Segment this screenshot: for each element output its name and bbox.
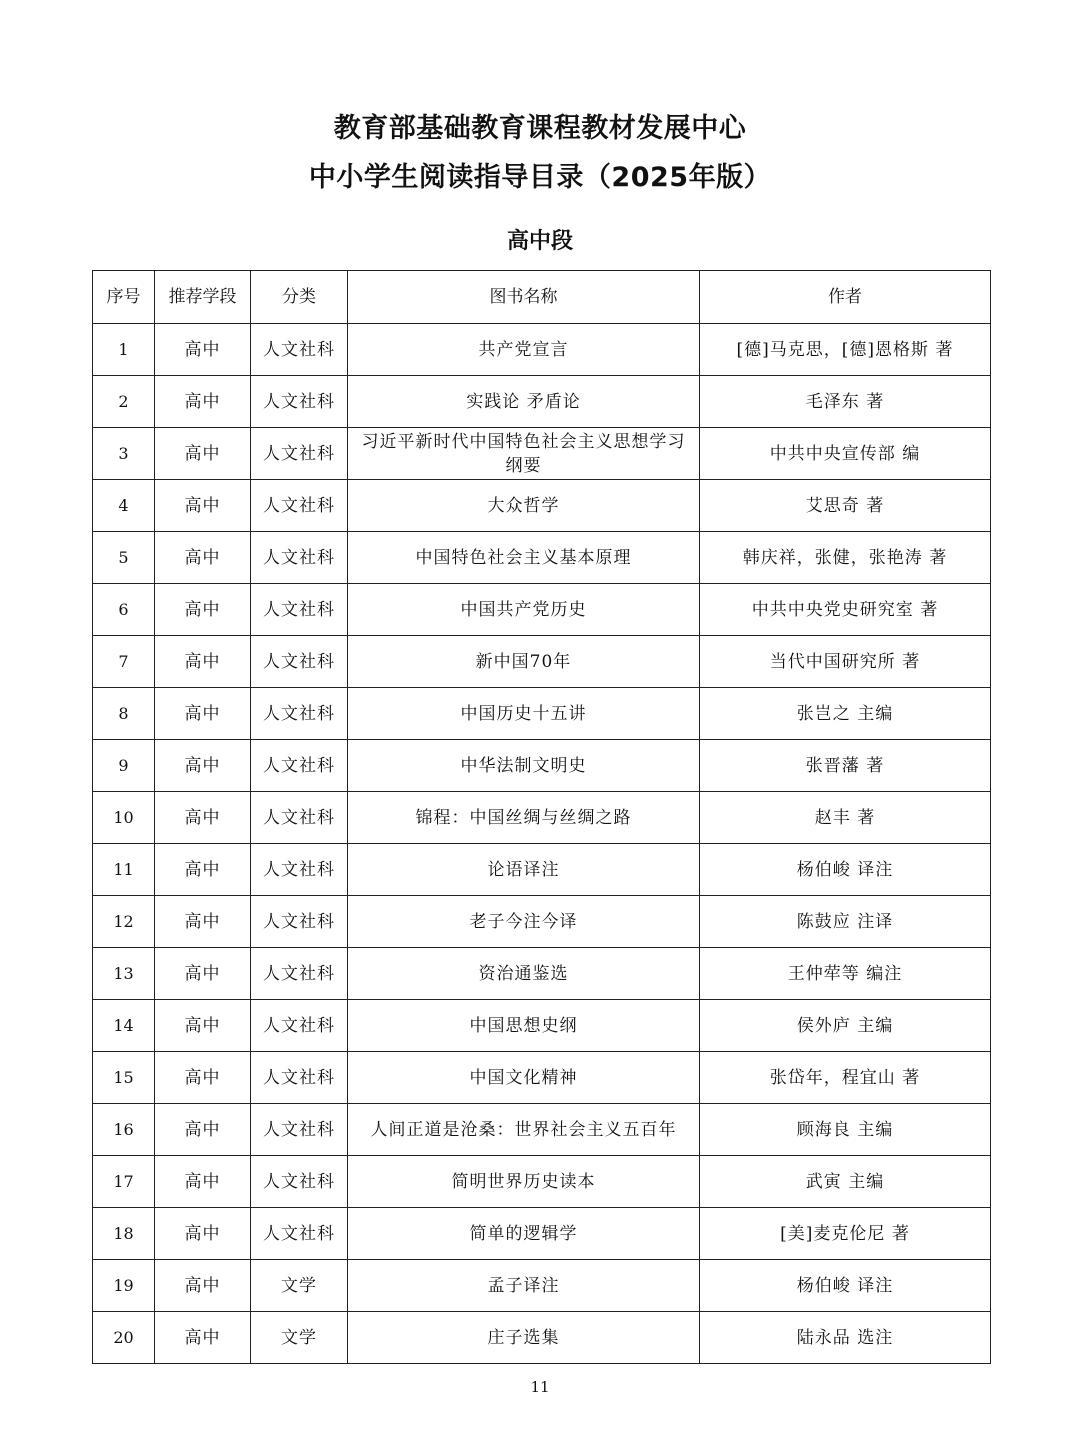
table-row xyxy=(93,688,991,740)
cell-author: 中共中央党史研究室 著 xyxy=(700,584,991,636)
cell-category: 人文社科 xyxy=(251,948,348,1000)
cell-category: 人文社科 xyxy=(251,636,348,688)
cell-index: 19 xyxy=(93,1260,155,1312)
cell-grade: 高中 xyxy=(155,792,251,844)
table-row xyxy=(93,1052,991,1104)
cell-book-title: 孟子译注 xyxy=(348,1260,700,1312)
cell-book-title: 实践论 矛盾论 xyxy=(348,376,700,428)
header-category: 分类 xyxy=(251,271,348,324)
cell-grade: 高中 xyxy=(155,1208,251,1260)
cell-author: 顾海良 主编 xyxy=(700,1104,991,1156)
cell-category: 文学 xyxy=(251,1312,348,1364)
cell-book-title: 共产党宣言 xyxy=(348,324,700,376)
table-row xyxy=(93,896,991,948)
cell-grade: 高中 xyxy=(155,480,251,532)
cell-grade: 高中 xyxy=(155,1156,251,1208)
table-row xyxy=(93,1312,991,1364)
cell-index: 14 xyxy=(93,1000,155,1052)
cell-index: 4 xyxy=(93,480,155,532)
header-author: 作者 xyxy=(700,271,991,324)
cell-category: 人文社科 xyxy=(251,480,348,532)
cell-grade: 高中 xyxy=(155,896,251,948)
cell-index: 7 xyxy=(93,636,155,688)
cell-book-title: 论语译注 xyxy=(348,844,700,896)
cell-index: 17 xyxy=(93,1156,155,1208)
cell-book-title: 中国特色社会主义基本原理 xyxy=(348,532,700,584)
cell-index: 10 xyxy=(93,792,155,844)
cell-category: 人文社科 xyxy=(251,1104,348,1156)
cell-author: 赵丰 著 xyxy=(700,792,991,844)
cell-grade: 高中 xyxy=(155,1260,251,1312)
table-row xyxy=(93,1104,991,1156)
book-list-table xyxy=(92,270,991,1364)
cell-index: 9 xyxy=(93,740,155,792)
cell-book-title: 简单的逻辑学 xyxy=(348,1208,700,1260)
table-row xyxy=(93,376,991,428)
cell-grade: 高中 xyxy=(155,740,251,792)
cell-author: 陆永品 选注 xyxy=(700,1312,991,1364)
cell-index: 15 xyxy=(93,1052,155,1104)
cell-book-title: 大众哲学 xyxy=(348,480,700,532)
cell-grade: 高中 xyxy=(155,636,251,688)
table-row xyxy=(93,844,991,896)
cell-grade: 高中 xyxy=(155,376,251,428)
cell-category: 人文社科 xyxy=(251,896,348,948)
cell-index: 18 xyxy=(93,1208,155,1260)
cell-author: 张岱年，程宜山 著 xyxy=(700,1052,991,1104)
table-row xyxy=(93,1156,991,1208)
cell-book-title: 资治通鉴选 xyxy=(348,948,700,1000)
document-subtitle: 中小学生阅读指导目录（2025年版） xyxy=(308,162,772,193)
cell-grade: 高中 xyxy=(155,1000,251,1052)
table-row xyxy=(93,324,991,376)
cell-grade: 高中 xyxy=(155,584,251,636)
document-title: 教育部基础教育课程教材发展中心 xyxy=(333,113,747,144)
cell-author: 中共中央宣传部 编 xyxy=(700,428,991,480)
cell-category: 人文社科 xyxy=(251,376,348,428)
cell-index: 1 xyxy=(93,324,155,376)
cell-grade: 高中 xyxy=(155,1312,251,1364)
cell-category: 人文社科 xyxy=(251,688,348,740)
cell-category: 人文社科 xyxy=(251,1208,348,1260)
cell-index: 5 xyxy=(93,532,155,584)
cell-book-title: 庄子选集 xyxy=(348,1312,700,1364)
cell-author: 陈鼓应 注译 xyxy=(700,896,991,948)
cell-index: 3 xyxy=(93,428,155,480)
header-grade: 推荐学段 xyxy=(155,271,251,324)
table-row xyxy=(93,1000,991,1052)
cell-author: 韩庆祥，张健，张艳涛 著 xyxy=(700,532,991,584)
cell-author: 王仲荦等 编注 xyxy=(700,948,991,1000)
cell-book-title: 新中国70年 xyxy=(348,636,700,688)
section-heading: 高中段 xyxy=(506,229,573,254)
cell-index: 11 xyxy=(93,844,155,896)
cell-category: 人文社科 xyxy=(251,324,348,376)
cell-category: 人文社科 xyxy=(251,1052,348,1104)
cell-author: [德]马克思，[德]恩格斯 著 xyxy=(700,324,991,376)
cell-book-title: 中华法制文明史 xyxy=(348,740,700,792)
header-book-title: 图书名称 xyxy=(348,271,700,324)
cell-index: 12 xyxy=(93,896,155,948)
cell-index: 20 xyxy=(93,1312,155,1364)
cell-book-title: 习近平新时代中国特色社会主义思想学习纲要 xyxy=(348,428,700,480)
cell-grade: 高中 xyxy=(155,1104,251,1156)
cell-category: 文学 xyxy=(251,1260,348,1312)
cell-grade: 高中 xyxy=(155,324,251,376)
cell-grade: 高中 xyxy=(155,1052,251,1104)
table-row xyxy=(93,428,991,480)
table-row xyxy=(93,1208,991,1260)
cell-book-title: 中国文化精神 xyxy=(348,1052,700,1104)
cell-grade: 高中 xyxy=(155,688,251,740)
cell-index: 2 xyxy=(93,376,155,428)
cell-book-title: 锦程：中国丝绸与丝绸之路 xyxy=(348,792,700,844)
cell-author: 当代中国研究所 著 xyxy=(700,636,991,688)
cell-category: 人文社科 xyxy=(251,532,348,584)
cell-category: 人文社科 xyxy=(251,1000,348,1052)
cell-author: [美]麦克伦尼 著 xyxy=(700,1208,991,1260)
cell-author: 张岂之 主编 xyxy=(700,688,991,740)
cell-category: 人文社科 xyxy=(251,428,348,480)
cell-grade: 高中 xyxy=(155,948,251,1000)
table-row xyxy=(93,948,991,1000)
header-index: 序号 xyxy=(93,271,155,324)
table-body xyxy=(93,324,991,1364)
table-row xyxy=(93,532,991,584)
cell-index: 8 xyxy=(93,688,155,740)
cell-index: 16 xyxy=(93,1104,155,1156)
page-number: 11 xyxy=(530,1378,550,1396)
cell-category: 人文社科 xyxy=(251,844,348,896)
cell-grade: 高中 xyxy=(155,428,251,480)
table-row xyxy=(93,636,991,688)
cell-category: 人文社科 xyxy=(251,792,348,844)
cell-author: 侯外庐 主编 xyxy=(700,1000,991,1052)
cell-index: 13 xyxy=(93,948,155,1000)
table-row xyxy=(93,792,991,844)
cell-book-title: 中国思想史纲 xyxy=(348,1000,700,1052)
cell-index: 6 xyxy=(93,584,155,636)
cell-book-title: 中国历史十五讲 xyxy=(348,688,700,740)
table-header-row xyxy=(93,271,991,324)
cell-author: 杨伯峻 译注 xyxy=(700,1260,991,1312)
cell-category: 人文社科 xyxy=(251,1156,348,1208)
cell-book-title: 简明世界历史读本 xyxy=(348,1156,700,1208)
table-row xyxy=(93,1260,991,1312)
cell-book-title: 老子今注今译 xyxy=(348,896,700,948)
cell-book-title: 中国共产党历史 xyxy=(348,584,700,636)
cell-author: 艾思奇 著 xyxy=(700,480,991,532)
cell-grade: 高中 xyxy=(155,844,251,896)
cell-author: 杨伯峻 译注 xyxy=(700,844,991,896)
cell-author: 张晋藩 著 xyxy=(700,740,991,792)
cell-author: 武寅 主编 xyxy=(700,1156,991,1208)
cell-category: 人文社科 xyxy=(251,584,348,636)
cell-category: 人文社科 xyxy=(251,740,348,792)
table-row xyxy=(93,584,991,636)
cell-book-title: 人间正道是沧桑：世界社会主义五百年 xyxy=(348,1104,700,1156)
table-row xyxy=(93,480,991,532)
table-row xyxy=(93,740,991,792)
cell-author: 毛泽东 著 xyxy=(700,376,991,428)
cell-grade: 高中 xyxy=(155,532,251,584)
